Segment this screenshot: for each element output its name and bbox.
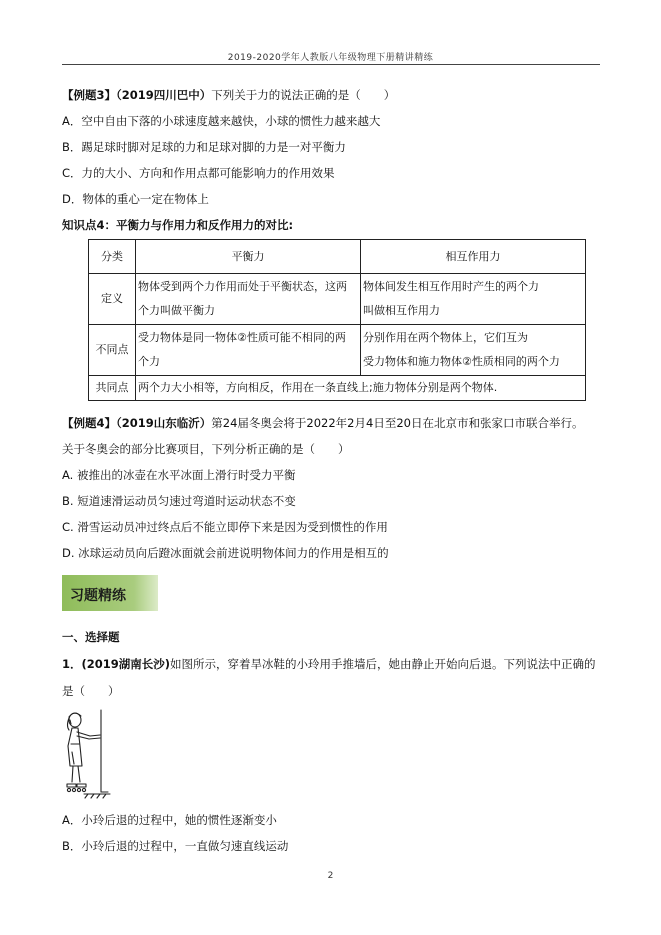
q1-text: 如图所示，穿着旱冰鞋的小玲用手推墙后，她由静止开始向后退。下列说法中正确的 — [170, 657, 596, 671]
definition-balance — [136, 274, 361, 325]
table-row — [89, 325, 586, 376]
example4-option-c: C. 滑雪运动员冲过终点后不能立即停下来是因为受到惯性的作用 — [62, 520, 388, 534]
roller-skater-figure — [60, 708, 120, 800]
difference-mutual — [361, 325, 586, 376]
definition-balance-line2: 个力叫做平衡力 — [138, 304, 215, 317]
q1-option-a: A．小玲后退的过程中，她的惯性逐渐变小 — [62, 813, 277, 827]
row-label-definition: 定义 — [89, 274, 136, 325]
table-row — [89, 274, 586, 325]
example4-option-b: B. 短道速滑运动员匀速过弯道时运动状态不变 — [62, 494, 296, 508]
difference-balance-line2: 个力 — [138, 355, 160, 368]
example3-question-text: 下列关于力的说法正确的是（ ） — [211, 88, 396, 102]
definition-mutual-line1: 物体间发生相互作用时产生的两个力 — [363, 280, 539, 293]
example3-option-c: C．力的大小、方向和作用点都可能影响力的作用效果 — [62, 166, 335, 180]
row-label-common: 共同点 — [89, 376, 136, 401]
table-header-mutual: 相互作用力 — [361, 240, 586, 274]
example4-option-d: D. 冰球运动员向后蹬冰面就会前进说明物体间力的作用是相互的 — [62, 546, 389, 560]
common-points: 两个力大小相等，方向相反，作用在一条直线上;施力物体分别是两个物体. — [136, 376, 586, 401]
difference-balance — [136, 325, 361, 376]
q1-stem-suffix: 是（ ） — [62, 684, 120, 698]
q1-option-b: B．小玲后退的过程中，一直做匀速直线运动 — [62, 839, 289, 853]
page-header-title: 2019-2020学年人教版八年级物理下册精讲精练 — [227, 53, 434, 63]
table-header-row — [89, 240, 586, 274]
header-divider — [62, 64, 600, 65]
example4-question — [62, 416, 583, 430]
example3-source: （2019四川巴中） — [116, 88, 212, 102]
page-number: 2 — [327, 871, 334, 881]
q1-stem — [62, 657, 596, 671]
example4-option-a: A. 被推出的冰壶在水平冰面上滑行时受力平衡 — [62, 468, 296, 482]
difference-mutual-line1: 分别作用在两个物体上，它们互为 — [363, 331, 528, 344]
definition-balance-line1: 物体受到两个力作用而处于平衡状态，这两 — [138, 280, 347, 293]
example4-source: （2019山东临沂） — [116, 416, 212, 430]
example3-option-a: A．空中自由下落的小球速度越来越快，小球的惯性力越来越大 — [62, 114, 381, 128]
difference-mutual-line2: 受力物体和施力物体②性质相同的两个力 — [363, 355, 560, 368]
example3-option-d: D．物体的重心一定在物体上 — [62, 192, 209, 206]
q1-number: 1． — [62, 657, 82, 671]
definition-mutual-line2: 叫做相互作用力 — [363, 304, 440, 317]
example4-question-line2: 关于冬奥会的部分比赛项目，下列分析正确的是（ ） — [62, 442, 350, 456]
difference-balance-line1: 受力物体是同一物体②性质可能不相同的两 — [138, 331, 346, 344]
table-header-category: 分类 — [89, 240, 136, 274]
example3-option-b: B．踢足球时脚对足球的力和足球对脚的力是一对平衡力 — [62, 140, 346, 154]
example3-question — [62, 88, 395, 102]
knowledge4-title: 知识点4：平衡力与作用力和反作用力的对比: — [62, 218, 294, 232]
row-label-difference: 不同点 — [89, 325, 136, 376]
q1-source: (2019湖南长沙) — [81, 657, 171, 671]
example4-tag: 【例题4】 — [62, 416, 117, 430]
comparison-table — [88, 239, 586, 401]
table-header-balance: 平衡力 — [136, 240, 361, 274]
table-row — [89, 376, 586, 401]
example4-question-line1: 第24届冬奥会将于2022年2月4日至20日在北京市和张家口市联合举行。 — [211, 416, 584, 430]
example3-tag: 【例题3】 — [62, 88, 117, 102]
definition-mutual — [361, 274, 586, 325]
section-banner-text: 习题精练 — [70, 588, 126, 604]
section-heading: 一、选择题 — [62, 630, 120, 644]
